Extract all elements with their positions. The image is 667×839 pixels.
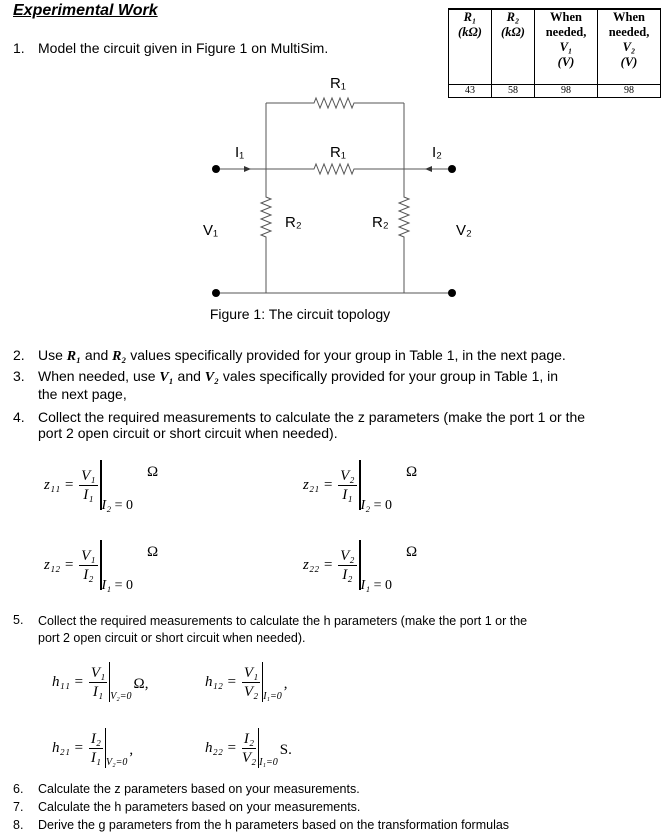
- label-r1-top: R₁: [330, 75, 346, 92]
- terminal-2-top: [448, 165, 456, 173]
- equation-z12: z₁₂ = $\frac{\text{V₁}}{\text{I₂}}$ I₁ = 0 Ω: [44, 540, 158, 590]
- equation-h11: h₁₁ = $\frac{\text{V₁}}{\text{I₁}}$ V₂=0 Ω,: [52, 662, 148, 702]
- label-r2-left: R₂: [285, 214, 302, 231]
- table-header-row: [449, 9, 661, 85]
- header-v2: When needed, V₂ (V): [598, 9, 661, 85]
- resistor-r1-middle: [216, 164, 452, 174]
- header-r1: R₁ (kΩ): [449, 9, 492, 85]
- arrow-right-icon: [244, 166, 251, 172]
- step-number: 1.: [13, 40, 25, 56]
- resistor-r2-right: [399, 103, 409, 293]
- equation-z11: z₁₁ = $\frac{\text{V₁}}{\text{I₁}}$ I₂ = 0 Ω: [44, 460, 158, 510]
- cell-r2: 58: [492, 85, 535, 98]
- equation-h12: h₁₂ = $\frac{\text{V₁}}{\text{V₂}}$ I₁=0 ,: [205, 662, 288, 702]
- label-v2: V₂: [456, 222, 472, 239]
- step-text: Model the circuit given in Figure 1 on MultiSim.: [38, 40, 329, 56]
- header-v1: When needed, V₁ (V): [535, 9, 598, 85]
- step-number: 7.: [13, 800, 24, 814]
- resistor-r2-left: [261, 103, 271, 293]
- step-number: 8.: [13, 818, 24, 832]
- step-number: 4.: [13, 409, 25, 425]
- cell-r1: 43: [449, 85, 492, 98]
- step-number: 2.: [13, 347, 25, 363]
- label-i1: I₁: [235, 144, 245, 161]
- terminal-2-bottom: [448, 289, 456, 297]
- label-i2: I₂: [432, 144, 442, 161]
- arrow-left-icon: [425, 166, 432, 172]
- header-r2: R₂ (kΩ): [492, 9, 535, 85]
- circuit-diagram: [200, 60, 480, 310]
- label-r1-middle: R₁: [330, 144, 346, 161]
- equation-z21: z₂₁ = $\frac{\text{V₂}}{\text{I₁}}$ I₂ = 0 Ω: [303, 460, 417, 510]
- label-v1: V₁: [203, 222, 219, 239]
- step-text: Calculate the z parameters based on your measurements.: [38, 782, 360, 796]
- equation-h21: h₂₁ = $\frac{\text{I₂}}{\text{I₁}}$ V₂=0 ,: [52, 728, 133, 768]
- step-text: Calculate the h parameters based on your measurements.: [38, 800, 361, 814]
- section-title: Experimental Work: [13, 2, 158, 19]
- equation-z22: z₂₂ = $\frac{\text{V₂}}{\text{I₂}}$ I₁ = 0 Ω: [303, 540, 417, 590]
- resistor-r1-top: [266, 98, 404, 108]
- step-number: 6.: [13, 782, 24, 796]
- label-r2-right: R₂: [372, 214, 389, 231]
- terminal-1-bottom: [212, 289, 220, 297]
- cell-v1: 98: [535, 85, 598, 98]
- table-row: [449, 85, 661, 98]
- equation-h22: h₂₂ = $\frac{\text{I₂}}{\text{V₂}}$ I₁=0 S.: [205, 728, 292, 768]
- step-text: When needed, use V₁ and V₂ vales specifically provided for your group in Table 1, in the next page,: [38, 368, 559, 402]
- terminal-1-top: [212, 165, 220, 173]
- step-number: 3.: [13, 368, 25, 384]
- step-number: 5.: [13, 613, 24, 627]
- cell-v2: 98: [598, 85, 661, 98]
- step-text: Use R₁ and R₂ values specifically provided for your group in Table 1, in the next page.: [38, 347, 566, 364]
- figure-caption: Figure 1: The circuit topology: [209, 306, 391, 322]
- step-text: Collect the required measurements to calculate the h parameters (make the port 1 or the port 2 open circuit or short circuit when needed).: [38, 614, 528, 645]
- step-text: Derive the g parameters from the h parameters based on the transformation formulas: [38, 818, 510, 832]
- step-text: Collect the required measurements to calculate the z parameters (make the port 1 or the port 2 open circuit or short circuit when needed).: [38, 409, 586, 441]
